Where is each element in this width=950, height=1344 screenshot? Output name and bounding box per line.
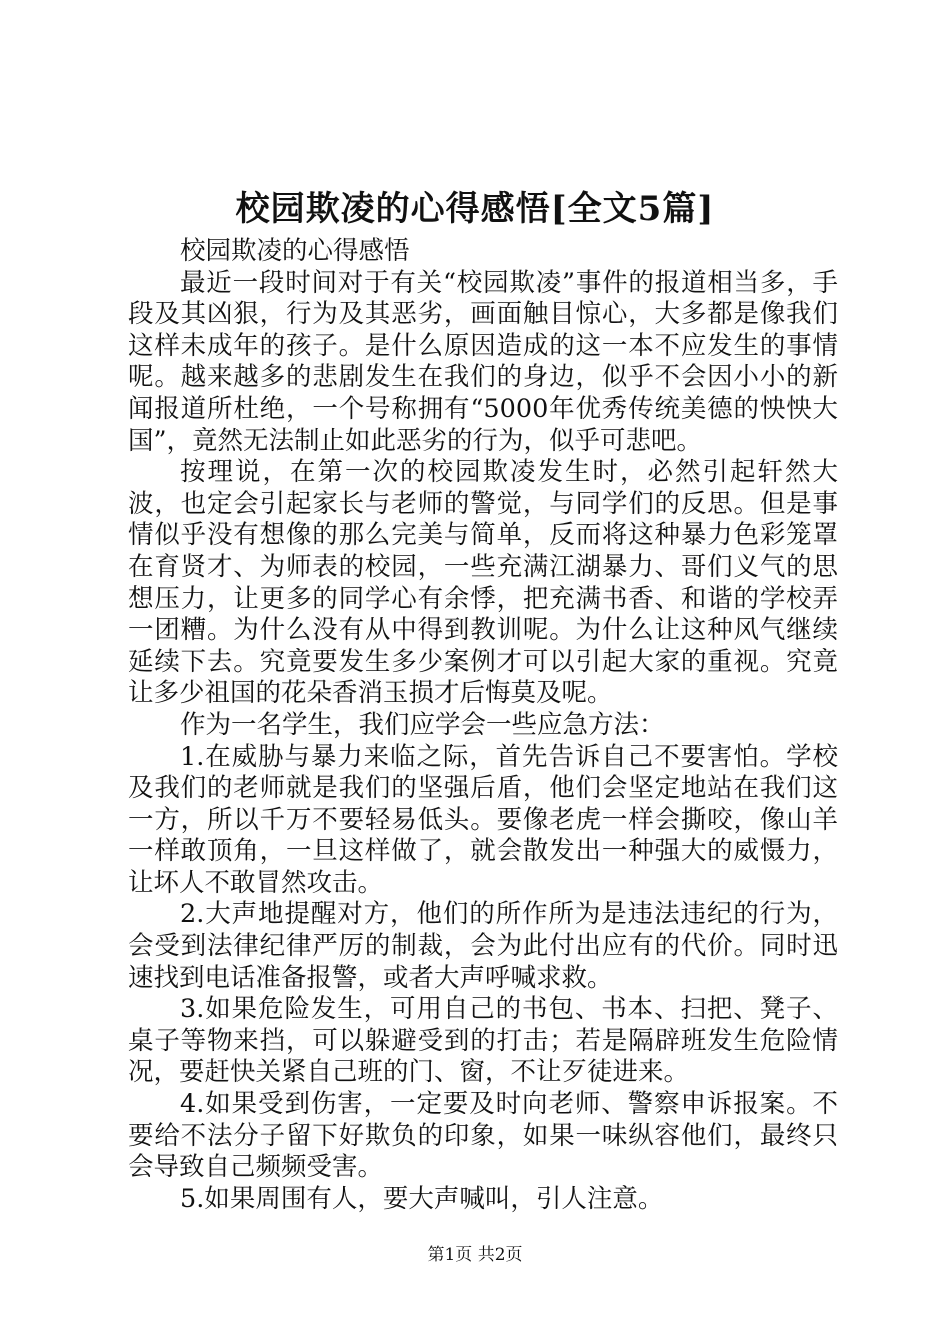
paragraph-subtitle: 校园欺凌的心得感悟 [180,236,410,266]
paragraph-method-2: 2.大声地提醒对方，他们的所作所为是违法违纪的行为，会受到法律纪律严厉的制裁，会为此付出应有的代价。同时迅速找到电话准备报警，或者大声呼喊求救。 [128,899,838,993]
page-number-footer: 第1页 共2页 [427,1245,523,1265]
paragraph-methods-lead: 作为一名学生，我们应学会一些应急方法： [180,709,665,740]
paragraph-intro: 最近一段时间对于有关“校园欺凌”事件的报道相当多，手段及其凶狠，行为及其恶劣，画面触目惊心，大多都是像我们这样未成年的孩子。是什么原因造成的这一本不应发生的事情呢。越来越多的悲剧发生在我们的身边，似乎不会因小小的新闻报道所杜绝，一个号称拥有“5000年优秀传统美德的怏怏大国”，竟然无法制止如此恶劣的行为，似乎可悲吧。 [128,267,838,456]
document-body [128,236,838,1215]
paragraph-method-1: 1.在威胁与暴力来临之际，首先告诉自己不要害怕。学校及我们的老师就是我们的坚强后盾，他们会坚定地站在我们这一方，所以千万不要轻易低头。要像老虎一样会撕咬，像山羊一样敢顶角，一旦这样做了，就会散发出一种强大的威慑力，让坏人不敢冒然攻击。 [128,741,838,898]
paragraph-method-4: 4.如果受到伤害，一定要及时向老师、警察申诉报案。不要给不法分子留下好欺负的印象，如果一味纵容他们，最终只会导致自己频频受害。 [128,1089,838,1183]
paragraph-method-5: 5.如果周围有人，要大声喊叫，引人注意。 [180,1183,664,1214]
document-title: 校园欺凌的心得感悟[全文5篇] [235,189,715,229]
paragraph-reflection: 按理说，在第一次的校园欺凌发生时，必然引起轩然大波，也定会引起家长与老师的警觉，与同学们的反思。但是事情似乎没有想像的那么完美与简单，反而将这种暴力色彩笼罩在育贤才、为师表的校园，一些充满江湖暴力、哥们义气的思想压力，让更多的同学心有余悸，把充满书香、和谐的学校弄一团糟。为什么没有从中得到教训呢。为什么让这种风气继续延续下去。究竟要发生多少案例才可以引起大家的重视。究竟让多少祖国的花朵香消玉损才后悔莫及呢。 [128,457,838,709]
paragraph-method-3: 3.如果危险发生，可用自己的书包、书本、扫把、凳子、桌子等物来挡，可以躲避受到的打击；若是隔辟班发生危险情况，要赶快关紧自己班的门、窗，不让歹徒进来。 [128,994,838,1088]
